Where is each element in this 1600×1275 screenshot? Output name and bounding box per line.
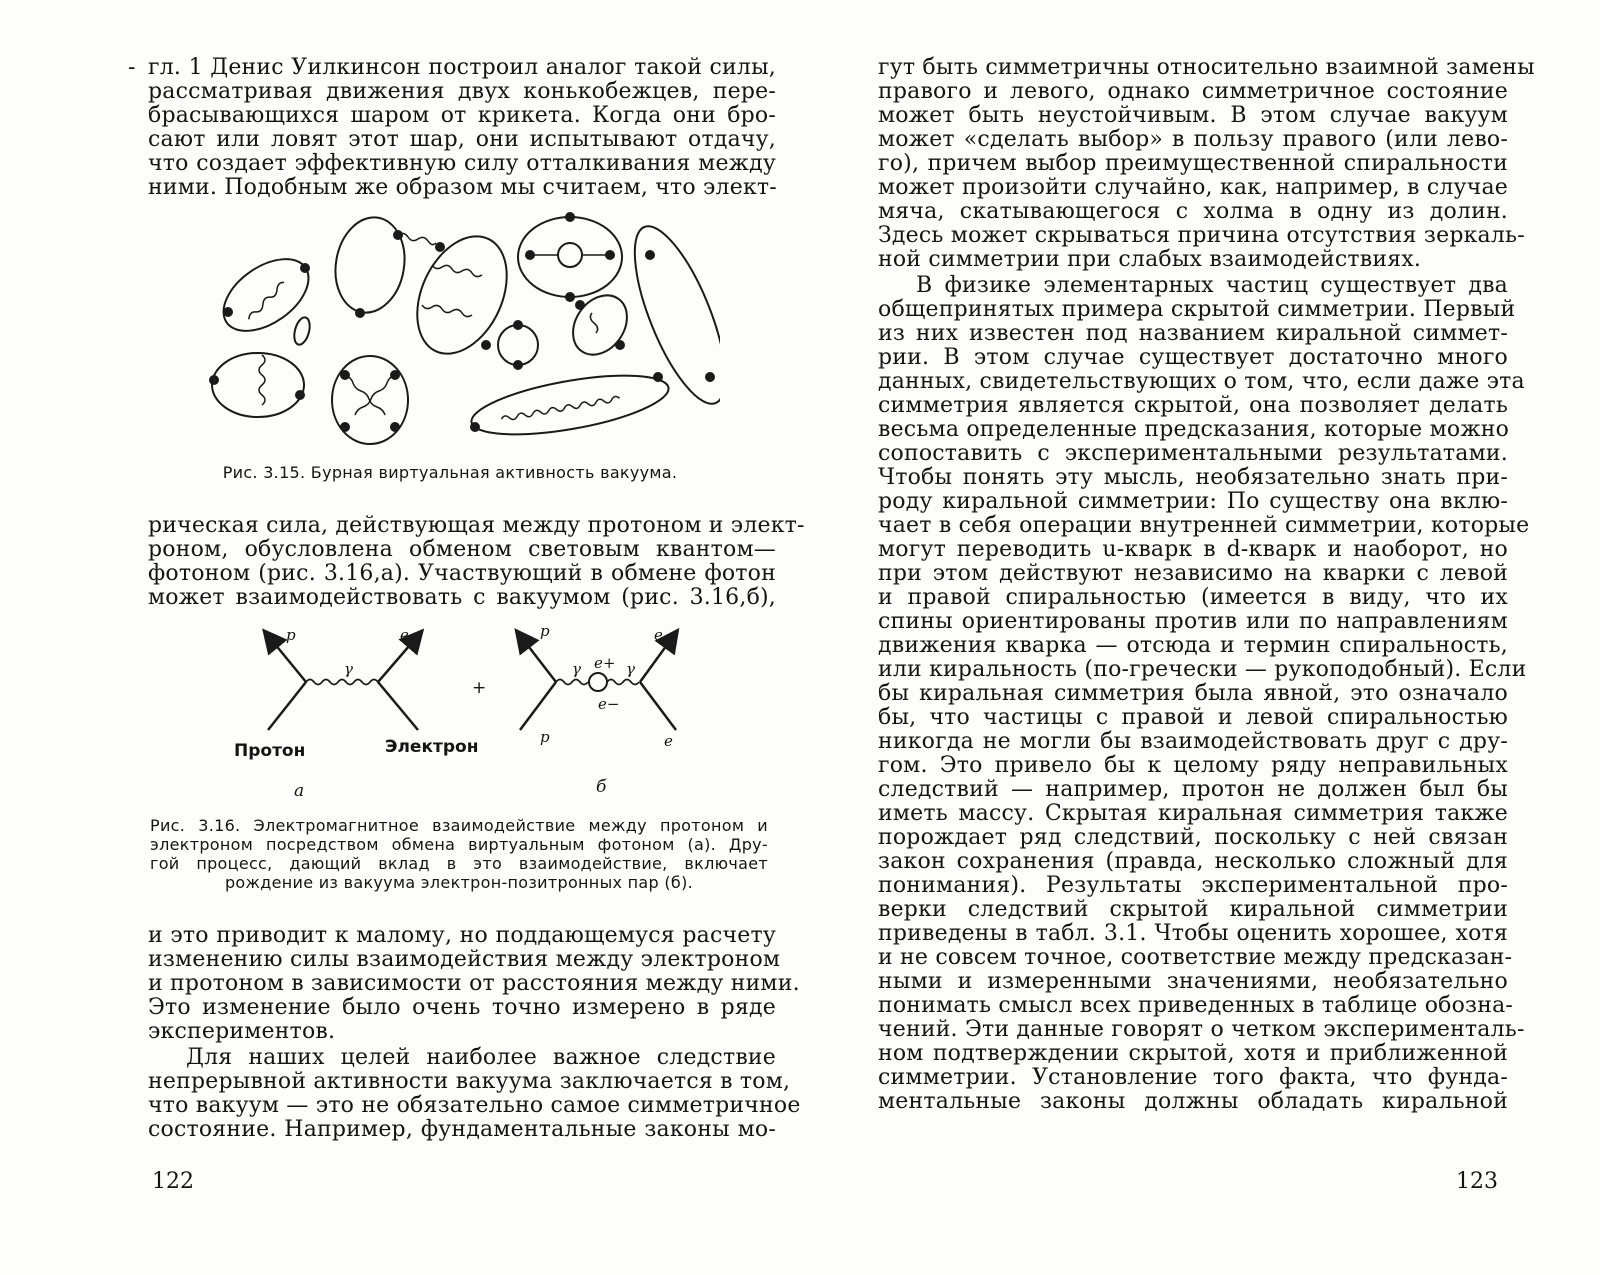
- text-line: гут быть симметричны относительно взаимной замены: [878, 55, 1535, 80]
- text-line: при этом действуют независимо на кварки с левой: [878, 561, 1508, 586]
- proton-line: [520, 682, 556, 730]
- text-line: рическая сила, действующая между протоном и элект-: [148, 513, 805, 538]
- text-line: ной симметрии при слабых взаимодействиях.: [878, 247, 1422, 272]
- proton-line: [270, 638, 306, 682]
- vacuum-loop: [498, 325, 538, 365]
- text-line: правого и левого, однако симметричное состояние: [878, 79, 1508, 104]
- vacuum-loop: [400, 222, 525, 368]
- label-p: p: [286, 626, 296, 644]
- text-line: сопоставить с экспериментальными результатами.: [878, 441, 1508, 466]
- text-line: Это изменение было очень точно измерено в ряде: [148, 995, 776, 1020]
- pair-loop: [589, 673, 607, 691]
- label-e: e: [664, 732, 673, 750]
- electron-line: [378, 682, 418, 730]
- text-line: гл. 1 Денис Уилкинсон построил аналог такой силы,: [148, 55, 776, 80]
- page-number: 122: [152, 1169, 194, 1194]
- text-line: сают или ловят этот шар, они испытывают отдачу,: [148, 127, 776, 152]
- text-line: что вакуум — это не обязательно самое симметричное: [148, 1093, 801, 1118]
- figure-3-15-vacuum-diagram: [200, 205, 720, 455]
- text-line: симметрия является скрытой, она позволяет делать: [878, 393, 1508, 418]
- label-e: e: [654, 626, 663, 644]
- text-line: никогда не могли бы взаимодействовать друг с дру-: [878, 729, 1508, 754]
- text-line: чает в себя операции внутренней симметрии, которые: [878, 513, 1530, 538]
- vacuum-loop: [212, 353, 304, 417]
- text-line: симметрии. Установление того факта, что фунда-: [878, 1065, 1508, 1090]
- text-line: бы киральная симметрия была явной, это означало: [878, 681, 1508, 706]
- text-line: ними. Подобным же образом мы считаем, что элект-: [148, 175, 777, 200]
- electron-line: [378, 638, 416, 682]
- text-line: состояние. Например, фундаментальные законы мо-: [148, 1117, 776, 1142]
- text-line: данных, свидетельствующих о том, что, если даже эта: [878, 369, 1525, 394]
- page-number: 123: [1456, 1169, 1498, 1194]
- subfigure-b-label: б: [596, 777, 607, 797]
- text-line: весьма определенные предсказания, которые можно: [878, 417, 1510, 442]
- right-page: [800, 0, 1600, 1275]
- text-line: может взаимодействовать с вакуумом (рис. 3.16,б),: [148, 585, 776, 610]
- text-line: спины ориентированы против или по направлениям: [878, 609, 1508, 634]
- figure-3-16-caption-line: Рис. 3.16. Электромагнитное взаимодействие между протоном и: [150, 816, 768, 835]
- text-line: может «сделать выбор» в пользу правого (или лево-: [878, 127, 1508, 152]
- figure-3-15-caption: Рис. 3.15. Бурная виртуальная активность вакуума.: [222, 463, 678, 482]
- text-line: и протоном в зависимости от расстояния между ними.: [148, 971, 800, 996]
- text-line: и это приводит к малому, но поддающемуся расчету: [148, 923, 776, 948]
- text-line: В физике элементарных частиц существует два: [916, 273, 1508, 298]
- label-electron-minus: e−: [598, 695, 620, 713]
- electron-line: [640, 638, 672, 682]
- proton-line: [522, 638, 556, 682]
- text-line: роном, обусловлена обменом световым квантом—: [148, 537, 776, 562]
- text-line: может быть неустойчивым. В этом случае вакуум: [878, 103, 1508, 128]
- text-line: приведены в табл. 3.1. Чтобы оценить хорошее, хотя: [878, 921, 1508, 946]
- text-line: мяча, скатывающегося с холма в одну из долин.: [878, 199, 1508, 224]
- text-line: ментальные законы должны обладать киральной: [878, 1089, 1508, 1114]
- photon-line: [306, 680, 378, 685]
- label-positron: e+: [594, 654, 616, 672]
- vacuum-loop: [328, 212, 412, 318]
- label-p: p: [540, 728, 550, 746]
- text-line: рассматривая движения двух конькобежцев, пере-: [148, 79, 776, 104]
- text-line: брасывающихся шаром от крикета. Когда они бро-: [148, 103, 776, 128]
- text-line: могут переводить u-кварк в d-кварк и наоборот, но: [878, 537, 1508, 562]
- text-line: и не совсем точное, соответствие между предсказан-: [878, 945, 1513, 970]
- text-line: гом. Это привело бы к целому ряду неправильных: [878, 753, 1508, 778]
- text-line: рии. В этом случае существует достаточно много: [878, 345, 1508, 370]
- text-line: Здесь может скрываться причина отсутствия зеркаль-: [878, 223, 1525, 248]
- text-line: чений. Эти данные говорят о четком эксперименталь-: [878, 1017, 1525, 1042]
- text-line: экспериментов.: [148, 1019, 336, 1044]
- subfigure-a-label: a: [294, 781, 305, 801]
- figure-3-16-caption-line: рождение из вакуума электрон-позитронных пар (б).: [224, 873, 694, 892]
- label-gamma: γ: [626, 660, 635, 678]
- plus-sign: +: [472, 678, 487, 698]
- figure-3-16-caption-line: электроном посредством обмена виртуальным фотоном (а). Дру-: [150, 835, 768, 854]
- label-gamma: γ: [344, 660, 353, 678]
- text-line: понимать смысл всех приведенных в таблице обозна-: [878, 993, 1514, 1018]
- text-line: из них известен под названием киральной симмет-: [878, 321, 1508, 346]
- figure-3-16-caption-line: гой процесс, дающий вклад в это взаимодействие, включает: [150, 854, 768, 873]
- text-line: фотоном (рис. 3.16,а). Участвующий в обмене фотон: [148, 561, 776, 586]
- text-line: порождает ряд следствий, поскольку с ней связан: [878, 825, 1508, 850]
- electron-label: Электрон: [385, 737, 479, 757]
- margin-mark: ‑: [128, 55, 136, 80]
- text-line: непрерывной активности вакуума заключается в том,: [148, 1069, 791, 1094]
- text-line: изменению силы взаимодействия между электроном: [148, 947, 781, 972]
- text-line: понимания). Результаты экспериментальной про-: [878, 873, 1508, 898]
- label-gamma: γ: [572, 660, 581, 678]
- photon-line: [556, 680, 588, 685]
- text-line: или киральность (по-гречески — рукоподобный). Если: [878, 657, 1527, 682]
- proton-label: Протон: [234, 741, 306, 761]
- text-line: общепринятых примера скрытой симметрии. Первый: [878, 297, 1516, 322]
- text-line: верки следствий скрытой киральной симметрии: [878, 897, 1508, 922]
- text-line: Чтобы понять эту мысль, необязательно знать при-: [878, 465, 1508, 490]
- text-line: может произойти случайно, как, например, в случае: [878, 175, 1508, 200]
- electron-line: [640, 682, 676, 730]
- text-line: го), причем выбор преимущественной спиральности: [878, 151, 1508, 176]
- text-line: движения кварка — отсюда и термин спиральность,: [878, 633, 1508, 658]
- text-line: роду киральной симметрии: По существу она вклю-: [878, 489, 1508, 514]
- text-line: иметь массу. Скрытая киральная симметрия также: [878, 801, 1508, 826]
- text-line: закон сохранения (правда, несколько сложный для: [878, 849, 1508, 874]
- vacuum-loop: [292, 316, 313, 347]
- text-line: ными и измеренными значениями, необязательно: [878, 969, 1508, 994]
- text-line: бы, что частицы с правой и левой спиральностью: [878, 705, 1508, 730]
- proton-line: [268, 682, 306, 730]
- text-line: следствий — например, протон не должен был бы: [878, 777, 1508, 802]
- text-line: Для наших целей наиболее важное следствие: [186, 1045, 776, 1070]
- text-line: ном подтверждении скрытой, хотя и приближенной: [878, 1041, 1508, 1066]
- vacuum-loop: [617, 216, 720, 415]
- text-line: что создает эффективную силу отталкивания между: [148, 151, 776, 176]
- photon-line: [607, 680, 639, 685]
- label-p: p: [540, 622, 550, 640]
- vacuum-loop: [211, 245, 322, 346]
- label-e: e: [400, 626, 409, 644]
- text-line: и правой спиральностью (имеется в виду, что их: [878, 585, 1508, 610]
